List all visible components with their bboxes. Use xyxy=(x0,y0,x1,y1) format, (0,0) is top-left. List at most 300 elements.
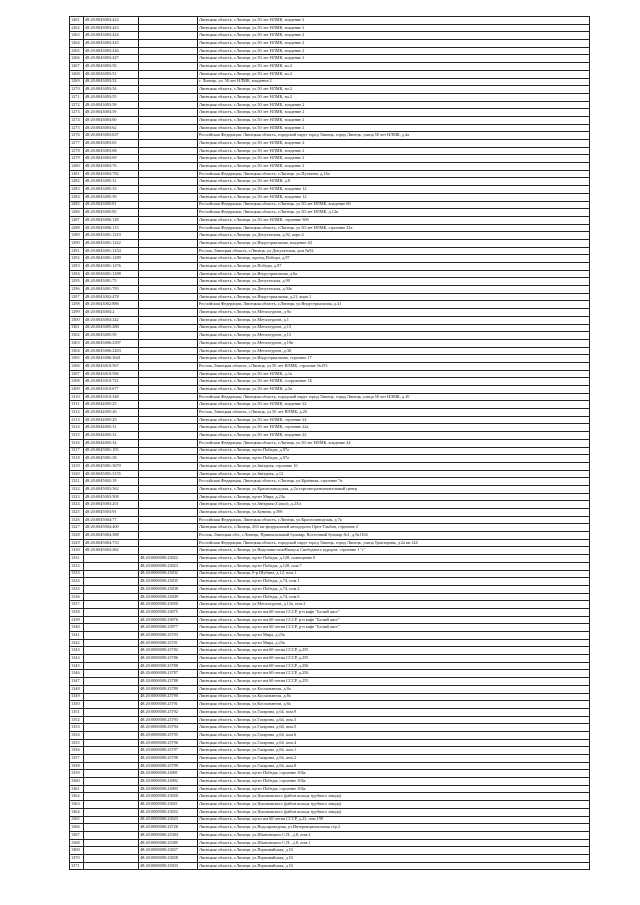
row-number-cell: 1332 xyxy=(70,562,84,570)
cadastral-number-cell: 48:20:0043002:886 xyxy=(84,301,139,309)
parent-cadastral-number-cell: 48:20:0000000:23794 xyxy=(139,724,198,732)
row-number-cell: 1366 xyxy=(70,824,84,832)
address-cell: Липецкая область, г.Липецк, ул.Шкатовского С.П., д.8, пом.2 xyxy=(198,831,590,839)
address-cell: Липецкая область, г.Липецк, 263 км федеральной автодороги Орел-Тамбов, строение 2 xyxy=(198,524,590,532)
cadastral-number-cell xyxy=(84,570,139,578)
parent-cadastral-number-cell: 48:20:0000000:23795 xyxy=(139,731,198,739)
row-number-cell: 1297 xyxy=(70,293,84,301)
row-number-cell: 1329 xyxy=(70,539,84,547)
table-row xyxy=(70,462,590,470)
address-cell: Липецкая область, г.Липецк, пр-кт им.60-летия СССР, д.256 xyxy=(198,670,590,678)
row-number-cell: 1371 xyxy=(70,862,84,870)
parent-cadastral-number-cell: 48:20:0000000:23701 xyxy=(139,639,198,647)
cadastral-number-cell: 48:20:0043001:1276 xyxy=(84,263,139,271)
table-row xyxy=(70,316,590,324)
row-number-cell: 1287 xyxy=(70,216,84,224)
address-cell: Липецкая область, г.Липецк, ул.Металлургов, д.13 xyxy=(198,332,590,340)
cadastral-number-cell: 48:20:0043003:59 xyxy=(84,109,139,117)
row-number-cell: 1272 xyxy=(70,101,84,109)
address-cell: Липецкая область, г.Липецк, ул.50 лет НЛМК, владение 2 xyxy=(198,101,590,109)
address-cell: Липецкая область, г.Липецк, ул.50 лет НЛМК, владение 22 xyxy=(198,432,590,440)
address-cell: Липецкая область, г.Липецк, ул.50 лет НЛМК, владение 2 xyxy=(198,155,590,163)
address-cell: Российская Федерация, Липецкая область, г.Липецк, ул.Пугачева, д.16а xyxy=(198,170,590,178)
address-cell: Липецкая область, г.Липецк, ул.Водопроводная, ул.Интернациональная стр.2 xyxy=(198,824,590,832)
address-cell: Липецкая область, г.Липецк, ул.Индустриальная, д.6а xyxy=(198,270,590,278)
row-number-cell: 1319 xyxy=(70,462,84,470)
cadastral-number-cell: 48:20:0043001:1289 xyxy=(84,255,139,263)
cadastral-number-cell: 48:20:0045001:105 xyxy=(84,447,139,455)
table-row xyxy=(70,63,590,71)
row-number-cell: 1320 xyxy=(70,470,84,478)
row-number-cell: 1304 xyxy=(70,347,84,355)
cadastral-number-cell xyxy=(84,747,139,755)
row-number-cell: 1305 xyxy=(70,355,84,363)
table-row xyxy=(70,378,590,386)
cadastral-number-cell xyxy=(84,578,139,586)
address-cell: Липецкая область, г.Липецк, пр-кт Победы, д.74, пом.1 xyxy=(198,578,590,586)
cadastral-number-cell xyxy=(84,816,139,824)
parent-cadastral-number-cell: 48:20:0000000:23789 xyxy=(139,685,198,693)
row-number-cell: 1309 xyxy=(70,386,84,394)
table-row xyxy=(70,831,590,839)
cadastral-number-cell: 48:20:0045003:201 xyxy=(84,501,139,509)
parent-cadastral-number-cell: 48:20:0000000:23791 xyxy=(139,701,198,709)
address-cell: Российская Федерация, Липецкая область, г.Липецк, ул.Краснозаводская, д.7к xyxy=(198,516,590,524)
table-row xyxy=(70,762,590,770)
cadastral-number-cell: 48:20:0043010:677 xyxy=(84,386,139,394)
address-cell: Липецкая область, г.Липецк, ул.Циолковского (район кольца трубного завода) xyxy=(198,808,590,816)
parent-cadastral-number-cell xyxy=(139,324,198,332)
cadastral-number-cell: 48:20:0043003:424 xyxy=(84,32,139,40)
row-number-cell: 1284 xyxy=(70,193,84,201)
row-number-cell: 1276 xyxy=(70,132,84,140)
parent-cadastral-number-cell: 48:20:0000000:23786 xyxy=(139,655,198,663)
address-cell: Липецкая область, г.Липецк, ул.Шкатовского С.П., д.8, пом.1 xyxy=(198,839,590,847)
address-cell: Россия, Липецкая область, г.Липецк, ул.50 лет НЛМК, строение №155 xyxy=(198,362,590,370)
table-row xyxy=(70,778,590,786)
parent-cadastral-number-cell xyxy=(139,532,198,540)
cadastral-number-cell xyxy=(84,685,139,693)
address-cell: Липецкая область, г.Липецк, пр-кт Мира, д.23а xyxy=(198,632,590,640)
row-number-cell: 1358 xyxy=(70,762,84,770)
row-number-cell: 1369 xyxy=(70,847,84,855)
row-number-cell: 1338 xyxy=(70,608,84,616)
row-number-cell: 1262 xyxy=(70,24,84,32)
cadastral-number-cell: 48:20:0043003:426 xyxy=(84,47,139,55)
row-number-cell: 1355 xyxy=(70,739,84,747)
address-cell: Липецкая область, г.Липецк, пр-кт Победы, д.87а xyxy=(198,455,590,463)
row-number-cell: 1283 xyxy=(70,186,84,194)
table-row xyxy=(70,255,590,263)
cadastral-number-cell xyxy=(84,770,139,778)
address-cell: Липецкая область, г.Липецк, ул.Краснозаводская, д.2а торгово-развлекательный центр xyxy=(198,485,590,493)
cadastral-number-cell: 48:20:0043006:128 xyxy=(84,216,139,224)
table-row xyxy=(70,685,590,693)
parent-cadastral-number-cell xyxy=(139,355,198,363)
parent-cadastral-number-cell xyxy=(139,193,198,201)
cadastral-number-cell: 48:20:0043001:1219 xyxy=(84,232,139,240)
parent-cadastral-number-cell xyxy=(139,462,198,470)
table-row xyxy=(70,808,590,816)
cadastral-number-cell: 48:20:0045001:3670 xyxy=(84,462,139,470)
address-cell: Липецкая область, г.Липецк, пр-кт им.60-летия СССР, д.256 xyxy=(198,662,590,670)
cadastral-number-cell xyxy=(84,693,139,701)
row-number-cell: 1281 xyxy=(70,170,84,178)
table-row xyxy=(70,532,590,540)
table-row xyxy=(70,455,590,463)
address-cell: Липецкая область, г.Липецк, ул.50 лет НЛМК, владение 22 xyxy=(198,401,590,409)
parent-cadastral-number-cell xyxy=(139,347,198,355)
cadastral-number-cell xyxy=(84,701,139,709)
table-row xyxy=(70,163,590,171)
address-cell: Липецкая область, г.Липецк, ул.50 лет НЛМК, владение 12 xyxy=(198,186,590,194)
cadastral-number-cell: 48:20:0043003:65 xyxy=(84,140,139,148)
cadastral-number-cell: 48:20:0044005:34 xyxy=(84,439,139,447)
row-number-cell: 1359 xyxy=(70,770,84,778)
address-cell: Липецкая область, г.Липецк, пр-кт Победы, строение 104а xyxy=(198,770,590,778)
parent-cadastral-number-cell: 48:20:0000000:23822 xyxy=(139,808,198,816)
address-cell: Липецкая область, г.Липецк, ул.Гагарина, д.64, пом.6 xyxy=(198,731,590,739)
row-number-cell: 1362 xyxy=(70,793,84,801)
parent-cadastral-number-cell xyxy=(139,270,198,278)
table-row xyxy=(70,647,590,655)
table-row xyxy=(70,632,590,640)
address-cell: Липецкая область, г.Липецк, ул.50 лет НЛМК, д.8 xyxy=(198,178,590,186)
address-cell: Липецкая область, г.Липецк, пр-кт Победы, строение 104а xyxy=(198,778,590,786)
table-row xyxy=(70,86,590,94)
parent-cadastral-number-cell xyxy=(139,155,198,163)
parent-cadastral-number-cell: 48:20:0000000:23877 xyxy=(139,624,198,632)
row-number-cell: 1274 xyxy=(70,116,84,124)
table-row xyxy=(70,347,590,355)
parent-cadastral-number-cell xyxy=(139,401,198,409)
parent-cadastral-number-cell: 48:20:0000000:23793 xyxy=(139,716,198,724)
address-cell: Липецкая область, г.Липецк, пр-кт им.60-летия СССР, р-н кафе "Белый аист" xyxy=(198,608,590,616)
cadastral-number-cell: 48:20:0043010:721 xyxy=(84,378,139,386)
parent-cadastral-number-cell xyxy=(139,301,198,309)
row-number-cell: 1334 xyxy=(70,578,84,586)
table-row xyxy=(70,40,590,48)
row-number-cell: 1335 xyxy=(70,585,84,593)
row-number-cell: 1326 xyxy=(70,516,84,524)
cadastral-number-cell: 48:20:0043003:52 xyxy=(84,78,139,86)
cadastral-number-cell: 48:20:0043003:425 xyxy=(84,40,139,48)
address-cell: Липецкая область, г.Липецк, ул.50 лет НЛМК, строение 24 xyxy=(198,416,590,424)
parent-cadastral-number-cell: 48:20:0000000:23876 xyxy=(139,616,198,624)
address-cell: Липецкая область, г.Липецк, ул.Циолковского (район кольца трубного завода) xyxy=(198,793,590,801)
address-cell: Липецкая область, г.Липецк, пр-кт Мира, д.23а xyxy=(198,493,590,501)
row-number-cell: 1330 xyxy=(70,547,84,555)
parent-cadastral-number-cell xyxy=(139,386,198,394)
parent-cadastral-number-cell xyxy=(139,547,198,555)
cadastral-number-cell xyxy=(84,662,139,670)
row-number-cell: 1282 xyxy=(70,178,84,186)
parent-cadastral-number-cell: 48:20:0000000:23849 xyxy=(139,593,198,601)
cadastral-number-cell: 48:20:0045004:77 xyxy=(84,516,139,524)
cadastral-number-cell: 48:20:0045003:91 xyxy=(84,509,139,517)
cadastral-number-cell: 48:20:0043001:783 xyxy=(84,286,139,294)
table-row xyxy=(70,293,590,301)
table-row xyxy=(70,693,590,701)
row-number-cell: 1264 xyxy=(70,40,84,48)
cadastral-number-cell: 48:20:0043006:2263 xyxy=(84,347,139,355)
cadastral-number-cell xyxy=(84,647,139,655)
parent-cadastral-number-cell xyxy=(139,493,198,501)
address-cell: Липецкая область, г.Липецк, ул.50 лет НЛМК, строение 30б xyxy=(198,216,590,224)
table-row xyxy=(70,301,590,309)
address-cell: Липецкая область, г.Липецк, ул.Гагарина, д.64, пом.3 xyxy=(198,716,590,724)
table-row xyxy=(70,278,590,286)
parent-cadastral-number-cell: 48:20:0000000:23835 xyxy=(139,578,198,586)
cadastral-number-cell: 48:20:0043005:85 xyxy=(84,209,139,217)
parent-cadastral-number-cell: 48:20:0000000:23792 xyxy=(139,708,198,716)
table-row xyxy=(70,670,590,678)
cadastral-number-cell xyxy=(84,632,139,640)
row-number-cell: 1318 xyxy=(70,455,84,463)
row-number-cell: 1292 xyxy=(70,255,84,263)
parent-cadastral-number-cell: 48:20:0000000:23790 xyxy=(139,693,198,701)
address-cell: Липецкая область, г.Липецк, ул.50 лет НЛМК, владение 2 xyxy=(198,140,590,148)
parent-cadastral-number-cell: 48:20:0000000:23787 xyxy=(139,670,198,678)
cadastral-number-cell xyxy=(84,739,139,747)
cadastral-number-cell: 48:20:0043005:31 xyxy=(84,178,139,186)
address-cell: Липецкая область, г.Липецк, ул.Индустриальная, строение 17 xyxy=(198,355,590,363)
cadastral-number-cell: 48:20:0043003:68 xyxy=(84,147,139,155)
parent-cadastral-number-cell xyxy=(139,63,198,71)
table-row xyxy=(70,424,590,432)
address-cell: Российская Федерация, Липецкая область, г.Липецк, ул.50 лет НЛМК, владение 66 xyxy=(198,201,590,209)
table-row xyxy=(70,70,590,78)
parent-cadastral-number-cell xyxy=(139,232,198,240)
row-number-cell: 1295 xyxy=(70,278,84,286)
parent-cadastral-number-cell: 48:20:0000000:23827 xyxy=(139,847,198,855)
address-cell: Липецкая область, г.Липецк, ул.50 лет НЛМК, строение 22а xyxy=(198,424,590,432)
cadastral-number-cell xyxy=(84,678,139,686)
parent-cadastral-number-cell: 48:20:0000000:23385 xyxy=(139,839,198,847)
parent-cadastral-number-cell xyxy=(139,178,198,186)
parent-cadastral-number-cell xyxy=(139,409,198,417)
table-row xyxy=(70,593,590,601)
address-cell: Липецкая область, г.Липецк, пр-кт Победы, д.128, помещение 6 xyxy=(198,555,590,563)
row-number-cell: 1291 xyxy=(70,247,84,255)
row-number-cell: 1346 xyxy=(70,670,84,678)
cadastral-number-cell: 48:20:0043001:75 xyxy=(84,278,139,286)
cadastral-number-cell xyxy=(84,608,139,616)
row-number-cell: 1344 xyxy=(70,655,84,663)
parent-cadastral-number-cell xyxy=(139,393,198,401)
address-cell: Россия, Липецкая область, г.Липецк, ул.50 лет НЛМК, д.20 xyxy=(198,409,590,417)
parent-cadastral-number-cell xyxy=(139,70,198,78)
cadastral-number-cell: 48:20:0043005:81 xyxy=(84,201,139,209)
cadastral-number-cell: 48:20:0043003:50 xyxy=(84,63,139,71)
table-row xyxy=(70,132,590,140)
parent-cadastral-number-cell: 48:20:0000000:23703 xyxy=(139,632,198,640)
address-cell: Липецкая область, г.Липецк, ул.Гагарина, д.64, пом.9 xyxy=(198,708,590,716)
table-row xyxy=(70,140,590,148)
parent-cadastral-number-cell xyxy=(139,101,198,109)
parent-cadastral-number-cell xyxy=(139,378,198,386)
table-row xyxy=(70,355,590,363)
row-number-cell: 1311 xyxy=(70,401,84,409)
table-row xyxy=(70,770,590,778)
address-cell: Липецкая область, г.Липецк, ул.Космонавтов, д.8а xyxy=(198,693,590,701)
table-row xyxy=(70,170,590,178)
table-row xyxy=(70,216,590,224)
cadastral-number-cell: 48:20:0043003:51 xyxy=(84,70,139,78)
address-cell: Липецкая область, г.Липецк, ул.50 лет НЛМК, владение 12 xyxy=(198,193,590,201)
address-cell: Липецкая область, г.Липецк, пр-кт им.60-летия СССР, р-н кафе "Белый аист" xyxy=(198,616,590,624)
table-row xyxy=(70,270,590,278)
row-number-cell: 1339 xyxy=(70,616,84,624)
table-row xyxy=(70,247,590,255)
address-cell: Россия, Липецкая область, г.Липецк, ул.Депутатская, дом №92 xyxy=(198,247,590,255)
table-row xyxy=(70,747,590,755)
table-row xyxy=(70,193,590,201)
cadastral-number-cell: 48:20:0043004:2 xyxy=(84,309,139,317)
cadastral-number-cell: 48:20:0043003:55 xyxy=(84,93,139,101)
cadastral-number-cell xyxy=(84,762,139,770)
parent-cadastral-number-cell xyxy=(139,455,198,463)
address-cell: Липецкая область, г.Липецк, пр-кт Победы, строение 104а xyxy=(198,785,590,793)
cadastral-number-cell: 48:20:0044005:26 xyxy=(84,409,139,417)
table-row xyxy=(70,47,590,55)
table-row xyxy=(70,847,590,855)
cadastral-number-cell: 48:20:0043003:54 xyxy=(84,86,139,94)
parent-cadastral-number-cell: 48:20:0000000:23788 xyxy=(139,662,198,670)
cadastral-number-cell: 48:20:0043006:3641 xyxy=(84,355,139,363)
parent-cadastral-number-cell xyxy=(139,163,198,171)
parent-cadastral-number-cell: 48:20:0000000:23821 xyxy=(139,801,198,809)
parent-cadastral-number-cell: 48:20:0000000:23782 xyxy=(139,647,198,655)
table-row xyxy=(70,509,590,517)
parent-cadastral-number-cell: 48:20:0000000:23803 xyxy=(139,785,198,793)
cadastral-number-cell xyxy=(84,785,139,793)
table-row xyxy=(70,839,590,847)
parent-cadastral-number-cell xyxy=(139,516,198,524)
row-number-cell: 1279 xyxy=(70,155,84,163)
address-cell: Липецкая область, г.Липецк, пр-кт Мира, д.23а xyxy=(198,639,590,647)
address-cell: Липецкая область, г.Липецк, пр-кт Победы, д.128, пом.7 xyxy=(198,562,590,570)
address-cell: Липецкая область, г.Липецк, пр-кт им.60-летия СССР, р-н кафе "Белый аист" xyxy=(198,624,590,632)
row-number-cell: 1348 xyxy=(70,685,84,693)
parent-cadastral-number-cell xyxy=(139,309,198,317)
parent-cadastral-number-cell xyxy=(139,278,198,286)
row-number-cell: 1289 xyxy=(70,232,84,240)
cadastral-number-cell xyxy=(84,808,139,816)
cadastral-number-cell: 48:20:0043003:62 xyxy=(84,124,139,132)
parent-cadastral-number-cell xyxy=(139,524,198,532)
address-cell: Липецкая область, г.Липецк, пр-кт Победы, д.74, пом.6 xyxy=(198,593,590,601)
table-row xyxy=(70,309,590,317)
address-cell: Липецкая область, г.Липецк, ул.Первомайская, д.53 xyxy=(198,847,590,855)
cadastral-number-cell: 48:20:0043003:637 xyxy=(84,132,139,140)
table-row xyxy=(70,655,590,663)
table-row xyxy=(70,32,590,40)
cadastral-number-cell xyxy=(84,862,139,870)
table-row xyxy=(70,55,590,63)
cadastral-number-cell xyxy=(84,655,139,663)
parent-cadastral-number-cell xyxy=(139,362,198,370)
row-number-cell: 1331 xyxy=(70,555,84,563)
row-number-cell: 1360 xyxy=(70,778,84,786)
address-cell: Липецкая область, г.Липецк, ул.Индустриальная, д.21, корп.1 xyxy=(198,293,590,301)
cadastral-number-cell xyxy=(84,555,139,563)
address-cell: Российская Федерация, Липецкая область, городской округ город Липецк, город Липецк, улица 50 лет НЛМК, д.10 xyxy=(198,393,590,401)
cadastral-number-cell xyxy=(84,724,139,732)
address-cell: Липецкая область, г.Липецк, ул.Звёздная (Сокол), д.23/а xyxy=(198,501,590,509)
table-row xyxy=(70,755,590,763)
address-cell: Российская Федерация, Липецкая область, г.Липецк, ул.50 лет НЛМК, д.12в xyxy=(198,209,590,217)
address-cell: Липецкая область, г.Липецк, ул.Гагарина, д.64, пом.8 xyxy=(198,762,590,770)
row-number-cell: 1302 xyxy=(70,332,84,340)
parent-cadastral-number-cell xyxy=(139,247,198,255)
row-number-cell: 1333 xyxy=(70,570,84,578)
row-number-cell: 1321 xyxy=(70,478,84,486)
cadastral-number-cell xyxy=(84,831,139,839)
row-number-cell: 1322 xyxy=(70,485,84,493)
table-row xyxy=(70,109,590,117)
cadastral-number-cell: 48:20:0043002:478 xyxy=(84,293,139,301)
parent-cadastral-number-cell xyxy=(139,216,198,224)
cadastral-number-cell xyxy=(84,755,139,763)
table-row xyxy=(70,186,590,194)
address-cell: Липецкая область, г.Липецк, ул.Металлургов, д.13 xyxy=(198,324,590,332)
address-cell: Липецкая область, г.Липецк, ул.Бунина, д.39б xyxy=(198,509,590,517)
address-cell: Липецкая область, г.Липецк, ул.Космонавтов, д.8а xyxy=(198,685,590,693)
row-number-cell: 1298 xyxy=(70,301,84,309)
cadastral-number-cell: 48:20:0043010:567 xyxy=(84,362,139,370)
cadastral-number-cell: 48:20:0043001:1288 xyxy=(84,270,139,278)
row-number-cell: 1317 xyxy=(70,447,84,455)
table-row xyxy=(70,601,590,609)
parent-cadastral-number-cell: 48:20:0000000:23802 xyxy=(139,778,198,786)
cadastral-number-cell: 48:20:0045004:388 xyxy=(84,532,139,540)
table-row xyxy=(70,263,590,271)
row-number-cell: 1278 xyxy=(70,147,84,155)
parent-cadastral-number-cell xyxy=(139,124,198,132)
table-row xyxy=(70,824,590,832)
row-number-cell: 1280 xyxy=(70,163,84,171)
address-cell: Липецкая область, г.Липецк, ул.Депутатская, д.90 xyxy=(198,278,590,286)
row-number-cell: 1313 xyxy=(70,416,84,424)
table-row xyxy=(70,386,590,394)
table-row xyxy=(70,155,590,163)
parent-cadastral-number-cell xyxy=(139,286,198,294)
table-row xyxy=(70,562,590,570)
row-number-cell: 1299 xyxy=(70,309,84,317)
parent-cadastral-number-cell xyxy=(139,93,198,101)
address-cell: Липецкая область, г.Липецк, ул.50 лет НЛМК, владение 2 xyxy=(198,17,590,25)
row-number-cell: 1307 xyxy=(70,370,84,378)
row-number-cell: 1308 xyxy=(70,378,84,386)
table-row xyxy=(70,370,590,378)
cadastral-number-cell: 48:20:0043006:2397 xyxy=(84,339,139,347)
table-row xyxy=(70,286,590,294)
cadastral-number-cell: 48:20:0045003:362 xyxy=(84,485,139,493)
address-cell: Липецкая область, г.Липецк, ул.Космонавтов, д.8а xyxy=(198,701,590,709)
cadastral-number-cell: 48:20:0043001:1222 xyxy=(84,239,139,247)
parent-cadastral-number-cell xyxy=(139,17,198,25)
parent-cadastral-number-cell: 48:20:0000000:23820 xyxy=(139,793,198,801)
table-row xyxy=(70,447,590,455)
parent-cadastral-number-cell xyxy=(139,263,198,271)
table-row xyxy=(70,570,590,578)
cadastral-number-cell xyxy=(84,562,139,570)
row-number-cell: 1353 xyxy=(70,724,84,732)
row-number-cell: 1352 xyxy=(70,716,84,724)
parent-cadastral-number-cell xyxy=(139,86,198,94)
parent-cadastral-number-cell: 48:20:0000000:23822 xyxy=(139,555,198,563)
